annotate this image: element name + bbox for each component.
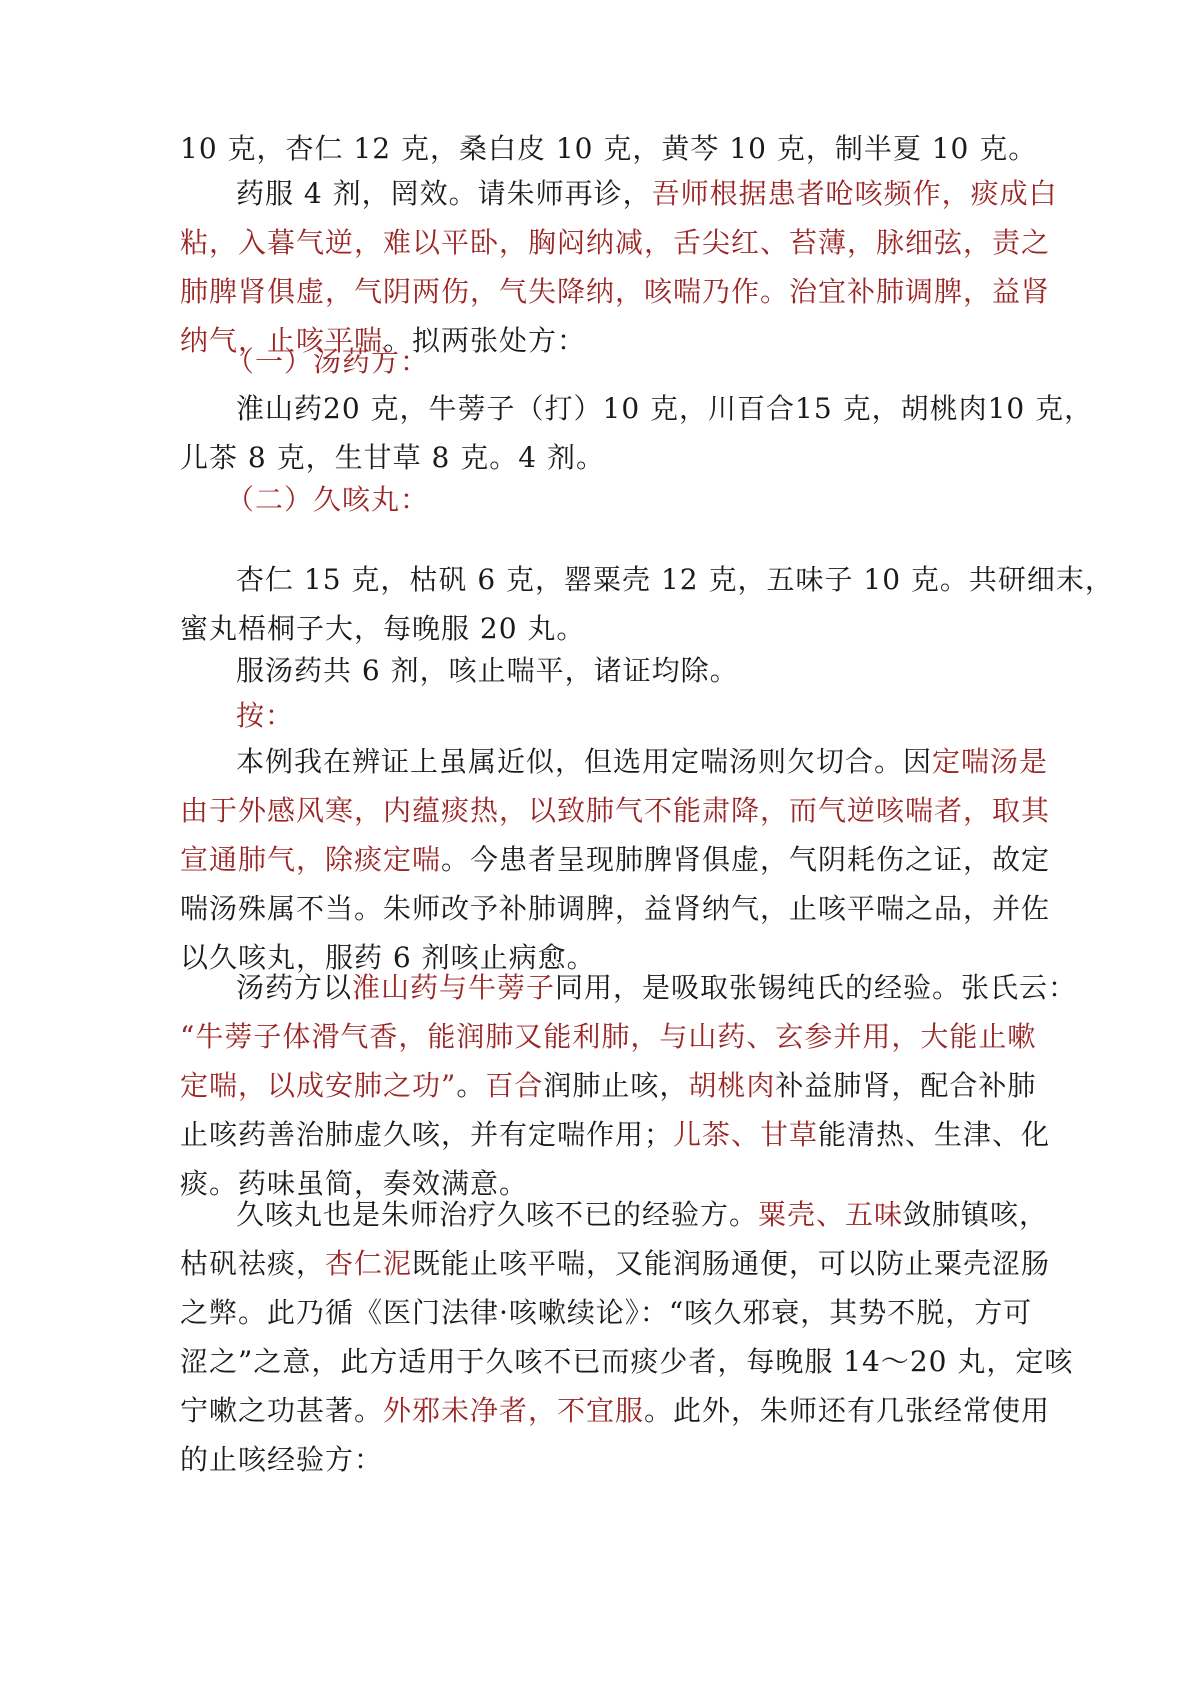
paragraph-decoction-explanation [180, 963, 1078, 1208]
text-line [180, 169, 1058, 218]
text-line [180, 1110, 1051, 1159]
text-line: 10 克，杏仁 12 克，桑白皮 10 克，黄芩 10 克，制半夏 10 克。 [180, 132, 1038, 165]
highlighted-text: 百合 [485, 1069, 544, 1102]
highlighted-text: 粟壳、五味 [758, 1198, 904, 1231]
section-heading: （一）汤药方： [226, 345, 430, 378]
plain-text: 汤药方以 [236, 971, 353, 1004]
heading-decoction [180, 337, 1022, 386]
text-line [180, 1190, 1049, 1239]
plain-text: 。此外，朱师还有几张经常使用 [644, 1394, 1051, 1427]
text-line: 的止咳经验方： [180, 1443, 384, 1476]
text-line [180, 737, 1049, 786]
paragraph-pill-explanation [180, 1190, 1074, 1484]
text-line: 喘汤殊属不当。朱师改予补肺调脾，益肾纳气，止咳平喘之品，并佐 [180, 892, 1051, 925]
heading-note [180, 691, 1022, 740]
text-line: 之弊。此乃循《医门法律·咳嗽续论》：“咳久邪衰，其势不脱，方可 [180, 1296, 1033, 1329]
section-heading: 按： [236, 699, 295, 732]
highlighted-text: 宣通肺气，除痰定喘 [180, 843, 442, 876]
plain-text: 枯矾祛痰， [180, 1247, 326, 1280]
highlighted-line: 由于外感风寒，内蕴痰热，以致肺气不能肃降，而气逆咳喘者，取其 [180, 794, 1051, 827]
plain-text: 。拟两张处方： [383, 324, 587, 357]
plain-text: 药服 4 剂，罔效。请朱师再诊， [236, 177, 652, 210]
plain-text: 敛肺镇咳， [903, 1198, 1049, 1231]
plain-text: 。 [456, 1069, 486, 1102]
highlighted-text: 定喘，以成安肺之功” [180, 1069, 457, 1102]
highlighted-text: 杏仁泥 [325, 1247, 413, 1280]
text-line [180, 1239, 1051, 1288]
plain-text: 润肺止咳， [543, 1069, 689, 1102]
highlighted-text: 儿茶、甘草 [673, 1118, 819, 1151]
highlighted-text: 胡桃肉 [688, 1069, 776, 1102]
text-line [180, 963, 1078, 1012]
plain-text: 止咳药善治肺虚久咳，并有定喘作用； [180, 1118, 674, 1151]
paragraph-second-visit [180, 169, 1058, 365]
text-line: 儿茶 8 克，生甘草 8 克。4 剂。 [180, 441, 605, 474]
highlighted-line: 肺脾肾俱虚，气阴两伤，气失降纳，咳喘乃作。治宜补肺调脾，益肾 [180, 275, 1051, 308]
highlighted-text: 淮山药与牛蒡子 [352, 971, 556, 1004]
plain-text: 既能止咳平喘，又能润肠通便，可以防止粟壳涩肠 [412, 1247, 1051, 1280]
text-line [180, 1061, 1037, 1110]
plain-text: 。今患者呈现肺脾肾俱虚，气阴耗伤之证，故定 [441, 843, 1051, 876]
highlighted-line: “牛蒡子体滑气香，能润肺又能利肺，与山药、玄参并用，大能止嗽 [180, 1020, 1037, 1053]
text-line [180, 1386, 1051, 1435]
paragraph-prescription-end [180, 124, 1038, 173]
highlighted-line: 粘，入暮气逆，难以平卧，胸闷纳减，舌尖红、苔薄，脉细弦，责之 [180, 226, 1051, 259]
text-line: 涩之”之意，此方适用于久咳不已而痰少者，每晚服 14～20 丸，定咳 [180, 1345, 1074, 1378]
text-line: 痰。药味虽简，奏效满意。 [180, 1167, 529, 1200]
paragraph-pill-ingredients [180, 555, 1114, 653]
plain-text: 本例我在辨证上虽属近似，但选用定喘汤则欠切合。因 [236, 745, 933, 778]
paragraph-result [180, 646, 1022, 695]
text-line: 淮山药20 克，牛蒡子（打）10 克，川百合15 克，胡桃肉10 克， [236, 392, 1094, 425]
plain-text: 补益肺肾，配合补肺 [775, 1069, 1037, 1102]
highlighted-text: 吾师根据患者呛咳频作，痰成白 [651, 177, 1058, 210]
highlighted-text: 纳气，止咳平喘 [180, 324, 384, 357]
section-heading: （二）久咳丸： [226, 483, 430, 516]
highlighted-text: 外邪未净者，不宜服 [383, 1394, 645, 1427]
plain-text: 宁嗽之功甚著。 [180, 1394, 384, 1427]
text-line [180, 835, 1051, 884]
plain-text: 能清热、生津、化 [818, 1118, 1051, 1151]
plain-text: 久咳丸也是朱师治疗久咳不已的经验方。 [236, 1198, 759, 1231]
text-line: 蜜丸梧桐子大，每晚服 20 丸。 [180, 612, 586, 645]
paragraph-analysis [180, 737, 1051, 982]
paragraph-decoction-ingredients [180, 384, 1094, 482]
highlighted-text: 定喘汤是 [932, 745, 1049, 778]
text-line: 服汤药共 6 剂，咳止喘平，诸证均除。 [236, 654, 739, 687]
text-line: 杏仁 15 克，枯矾 6 克，罂粟壳 12 克，五味子 10 克。共研细末， [236, 563, 1114, 596]
heading-pill [180, 475, 1022, 524]
plain-text: 同用，是吸取张锡纯氏的经验。张氏云： [555, 971, 1078, 1004]
text-line: 以久咳丸，服药 6 剂咳止病愈。 [180, 941, 596, 974]
